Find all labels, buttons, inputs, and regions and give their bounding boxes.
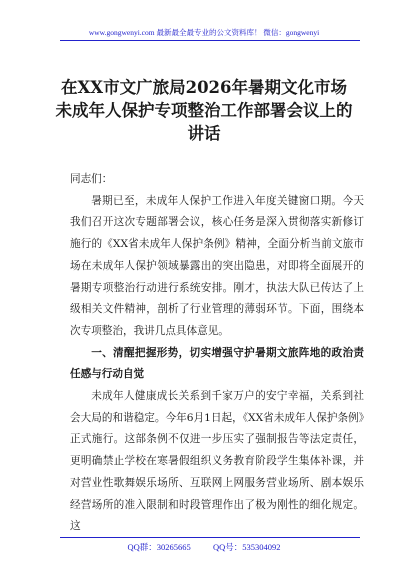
paragraph-intro: 暑期已至，未成年人保护工作进入年度关键窗口期。今天我们召开这次专题部署会议，核心任务是深入贯彻落实新修订施行的《XX省未成年人保护条例》精神，全面分析当前文旅市场在未成年人保护领域暴露出的突出隐患，对即将全面展开的暑期专项整治行动进行系统安排。刚才，执法大队已传达了上级相关文件精神，剖析了行业管理的薄弱环节。下面，围绕本次专项整治，我讲几点具体意见。 — [70, 194, 364, 337]
header-divider — [60, 40, 360, 41]
page-footer — [0, 541, 408, 553]
title-line-1: 在XX市文广旅局2026年暑期文化市场 — [60, 78, 348, 97]
footer-divider — [60, 537, 360, 538]
salutation: 同志们： — [70, 173, 113, 185]
footer-qq-group: QQ群：30265665 — [127, 542, 191, 552]
title-line-3: 讲话 — [187, 124, 221, 143]
title-line-2: 未成年人保护专项整治工作部署会议上的 — [55, 101, 353, 120]
page-header: www.gongwenyi.com 最新最全最专业的公文资料库！ 微信：gongwenyi — [88, 28, 320, 37]
paragraph-section-1: 未成年人健康成长关系到千家万户的安宁幸福，关系到社会大局的和谐稳定。今年6月1日起，《XX省未成年人保护条例》正式施行。这部条例不仅进一步压实了强制报告等法定责任，更明确禁止学校在寒暑假组织义务教育阶段学生集体补课，并对营业性歌舞娱乐场所、互联网上网服务营业场所、剧本娱乐经营场所的准入限制和时段管理作出了极为刚性的细化规定。这 — [70, 390, 364, 533]
document-body — [70, 169, 364, 538]
document-title — [38, 76, 370, 145]
footer-qq-number: QQ号：535304092 — [212, 542, 281, 552]
section-heading-1: 一、清醒把握形势，切实增强守护暑期文旅阵地的政治责任感与行动自觉 — [70, 346, 364, 381]
